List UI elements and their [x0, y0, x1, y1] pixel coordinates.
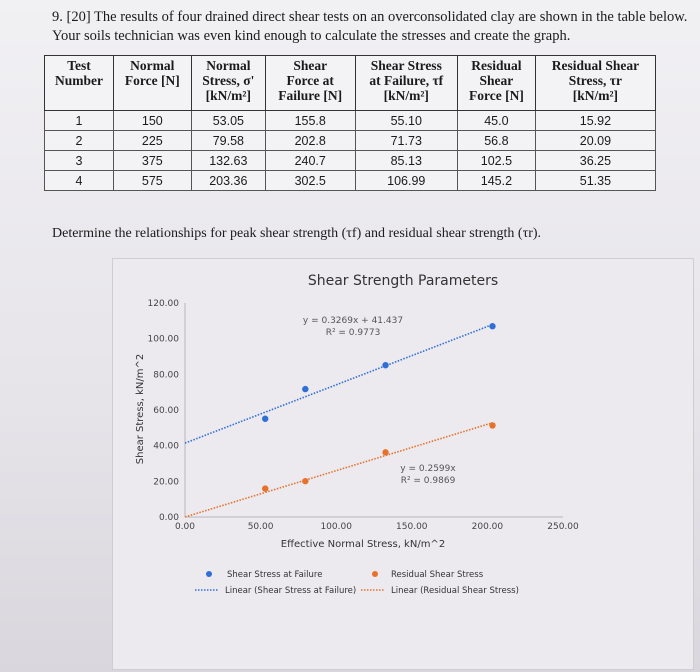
table-cell: 302.5 [265, 171, 355, 191]
legend-entry: Linear (Residual Shear Stress) [391, 586, 519, 596]
table-cell: 575 [113, 171, 191, 191]
data-point [262, 485, 268, 491]
y-tick-label: 20.00 [153, 477, 179, 488]
table-cell: 106.99 [355, 171, 458, 191]
table-header-cell: Shear Force at Failure [N] [265, 56, 355, 111]
table-cell: 102.5 [458, 151, 536, 171]
question-text: 9. [20] The results of four drained direct shear tests on an overconsolidated clay are shown in the table below. Your soils technician was even kind enough to calculate the stresses and create the graph. [52, 9, 688, 44]
data-point [489, 422, 495, 428]
table-cell: 15.92 [535, 111, 655, 131]
legend-entry: Shear Stress at Failure [227, 570, 323, 580]
trendline-equation: y = 0.2599x [400, 464, 456, 474]
table-header-row [45, 56, 656, 111]
table-row [45, 151, 656, 171]
table-header-cell: Test Number [45, 56, 114, 111]
x-tick-label: 250.00 [547, 522, 579, 532]
table-cell: 375 [113, 151, 191, 171]
chart-svg [113, 259, 693, 669]
task-prompt: Determine the relationships for peak shear strength (τf) and residual shear strength (τr). [52, 226, 542, 241]
legend-entry: Residual Shear Stress [391, 570, 484, 580]
legend-marker [206, 571, 212, 577]
table-header-cell: Residual Shear Force [N] [458, 56, 536, 111]
x-tick-label: 0.00 [174, 522, 196, 532]
table-cell: 132.63 [191, 151, 265, 171]
chart-title: Shear Strength Parameters [307, 273, 499, 289]
y-tick-label: 100.00 [147, 334, 179, 345]
x-tick-label: 200.00 [471, 522, 504, 532]
trendline-equation: y = 0.3269x + 41.437 [302, 316, 404, 326]
table-row [45, 131, 656, 151]
y-tick-label: 60.00 [153, 406, 179, 416]
data-point [489, 323, 495, 329]
data-point [382, 362, 388, 368]
data-point [302, 386, 308, 392]
shear-strength-chart [112, 258, 694, 670]
table-row [45, 171, 656, 191]
trendline [185, 325, 492, 444]
table-cell: 45.0 [458, 111, 536, 131]
table-cell: 202.8 [265, 131, 355, 151]
table-cell: 155.8 [265, 111, 355, 131]
table-header-cell: Residual Shear Stress, τr [kN/m²] [535, 56, 655, 111]
table-cell: 240.7 [265, 151, 355, 171]
table-cell: 2 [45, 131, 114, 151]
x-tick-label: 100.00 [320, 522, 352, 532]
table-cell: 71.73 [355, 131, 458, 151]
data-point [382, 449, 388, 455]
table-cell: 4 [45, 171, 114, 191]
y-tick-label: 80.00 [153, 370, 179, 381]
table-cell: 36.25 [535, 151, 655, 171]
table-cell: 203.36 [191, 171, 265, 191]
trendline-r2: R² = 0.9869 [400, 476, 456, 486]
x-tick-label: 150.00 [396, 522, 428, 532]
x-axis-label: Effective Normal Stress, kN/m^2 [280, 539, 446, 550]
table-cell: 3 [45, 151, 114, 171]
table-cell: 53.05 [191, 111, 265, 131]
table-cell: 1 [45, 111, 114, 131]
table-cell: 85.13 [355, 151, 458, 171]
table-header-cell: Normal Stress, σ' [kN/m²] [191, 56, 265, 111]
table-cell: 79.58 [191, 131, 265, 151]
table-body [45, 111, 656, 191]
table-cell: 56.8 [458, 131, 536, 151]
table-header-cell: Shear Stress at Failure, τf [kN/m²] [355, 56, 458, 111]
y-tick-label: 40.00 [153, 441, 179, 452]
data-point [262, 416, 268, 422]
y-tick-label: 120.00 [147, 299, 179, 309]
table-cell: 20.09 [535, 131, 655, 151]
x-tick-label: 50.00 [247, 522, 274, 532]
y-tick-label: 0.00 [158, 513, 179, 523]
table-cell: 150 [113, 111, 191, 131]
table-cell: 145.2 [458, 171, 536, 191]
table-cell: 51.35 [535, 171, 655, 191]
table-cell: 55.10 [355, 111, 458, 131]
trendline-r2: R² = 0.9773 [325, 328, 381, 338]
table-header-cell: Normal Force [N] [113, 56, 191, 111]
legend-marker [372, 571, 378, 577]
y-axis-label: Shear Stress, kN/m^2 [135, 353, 146, 465]
data-point [302, 478, 308, 484]
table-cell: 225 [113, 131, 191, 151]
shear-test-table [44, 55, 656, 191]
table-row [45, 111, 656, 131]
legend-entry: Linear (Shear Stress at Failure) [225, 586, 357, 596]
